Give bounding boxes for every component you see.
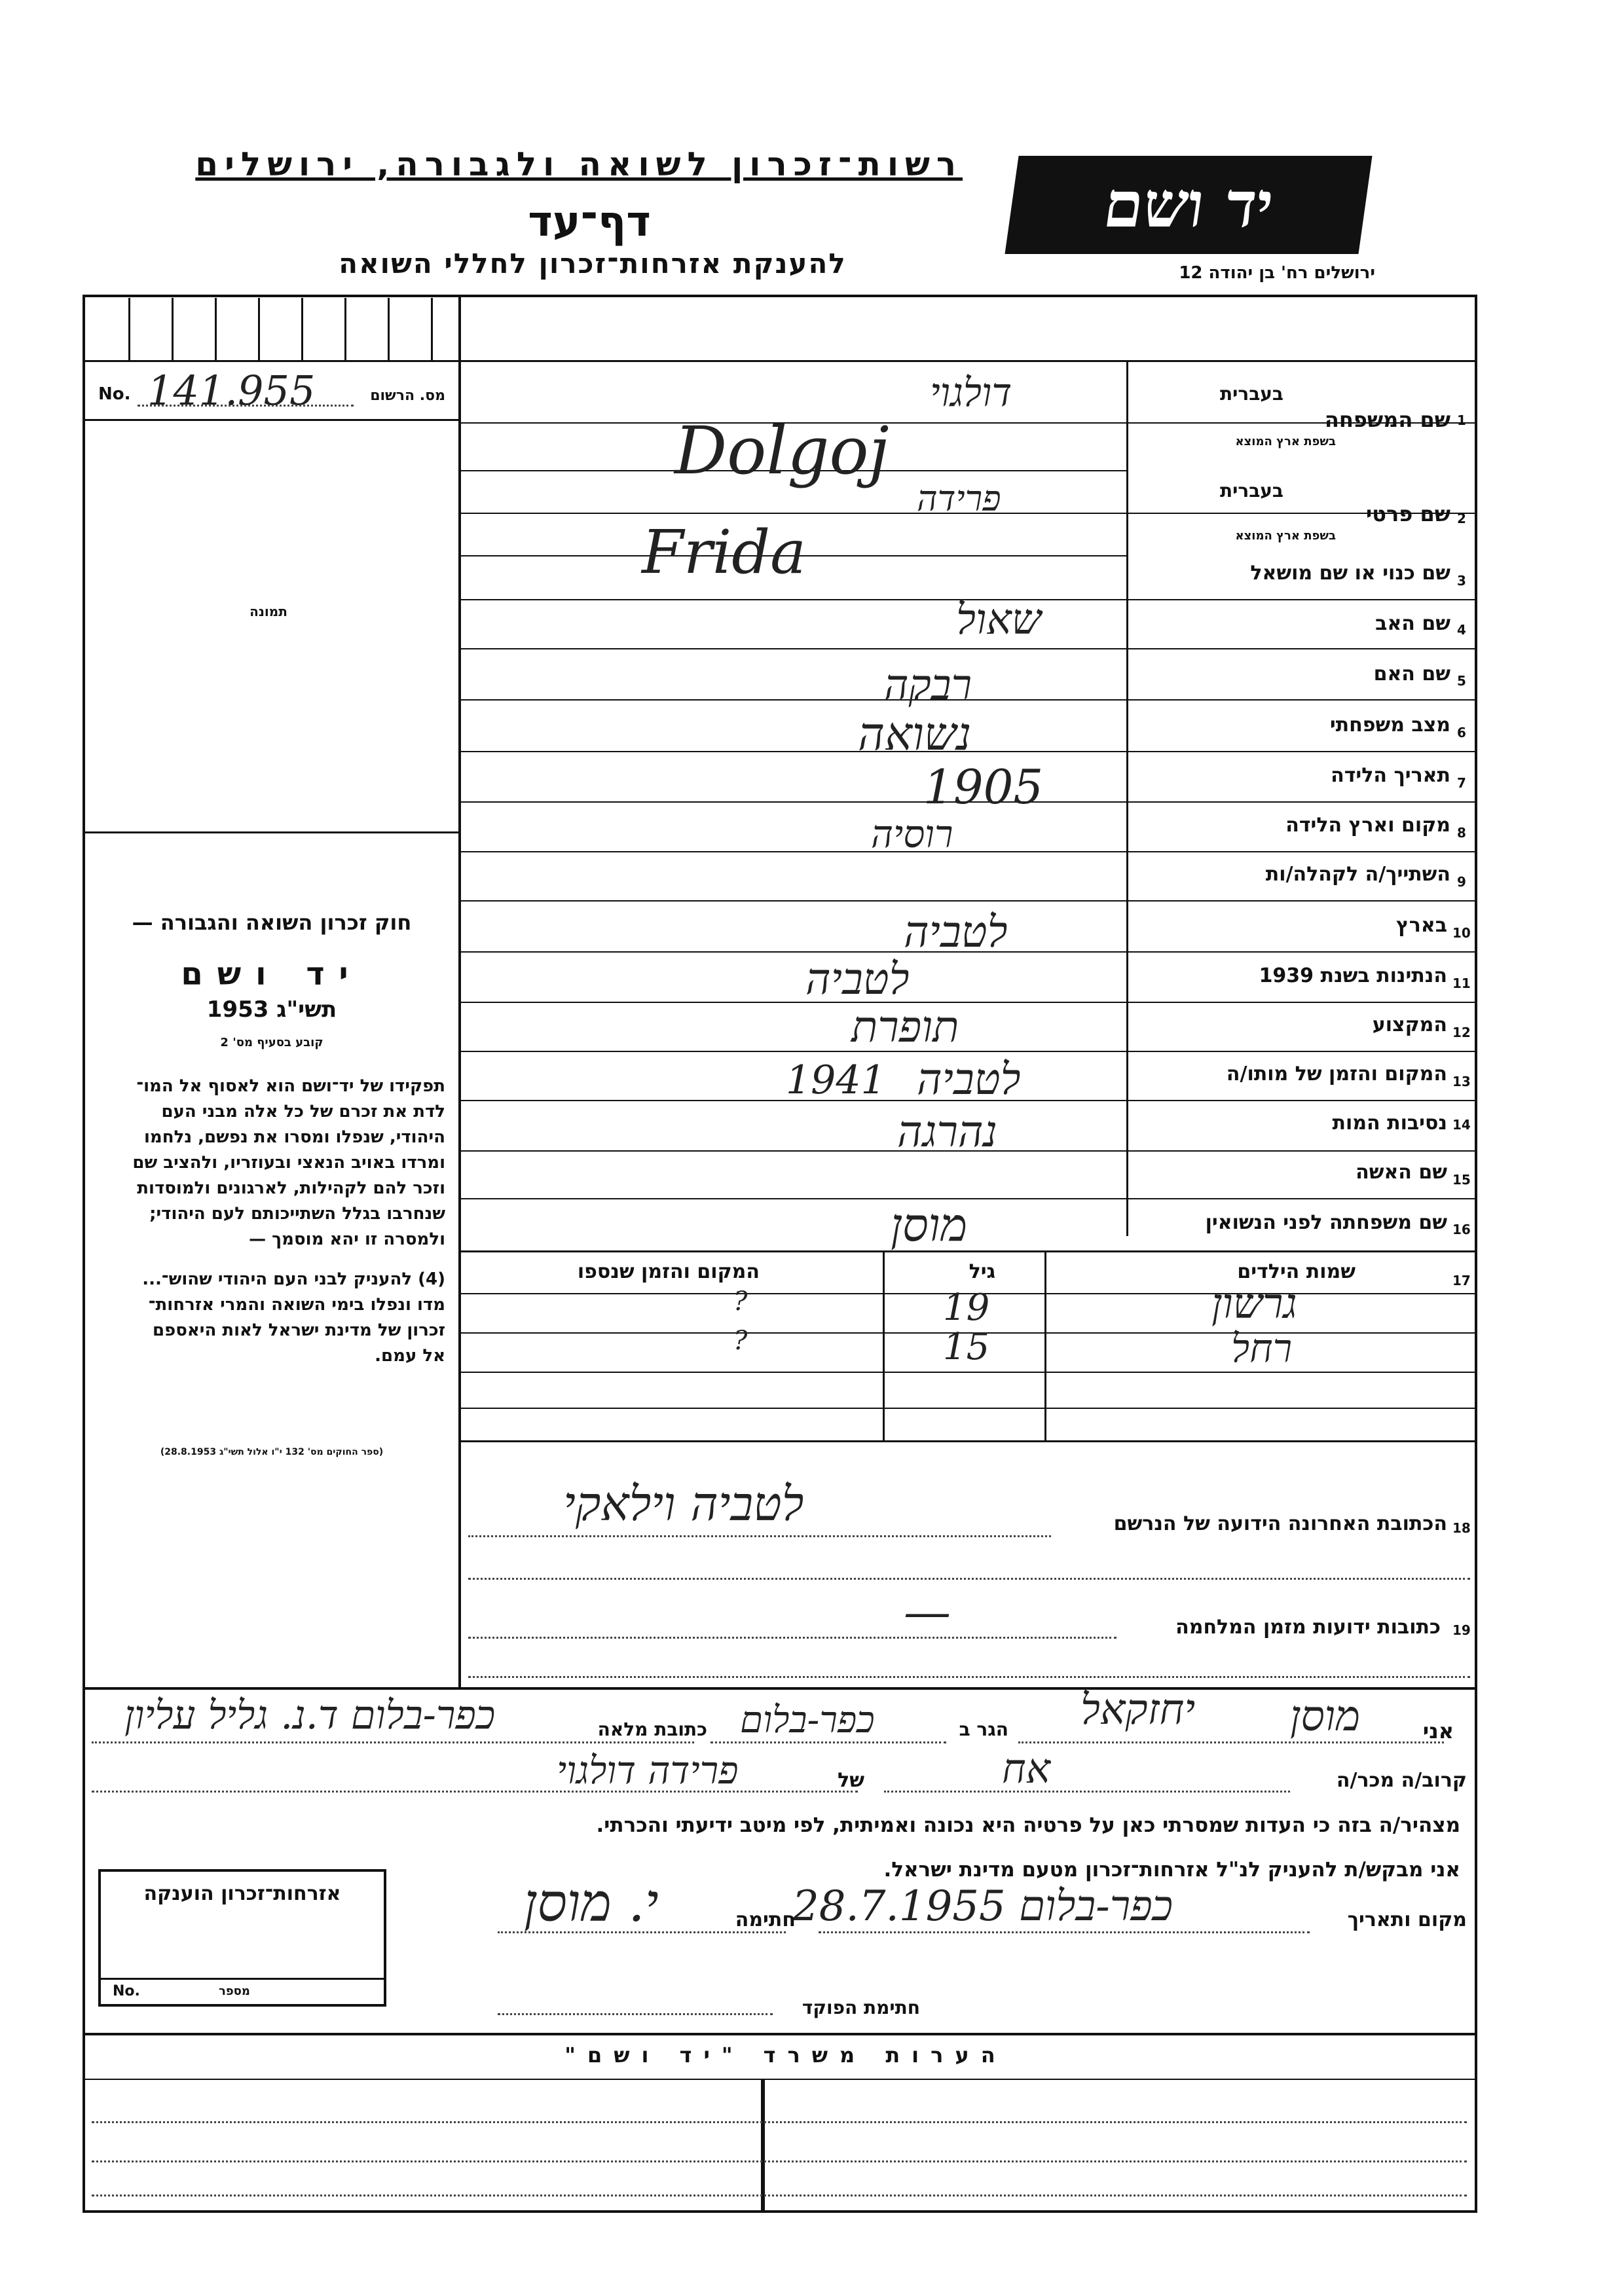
field-number: 1 — [1457, 412, 1466, 428]
reg-no-label-he: מס. הרשום — [370, 388, 445, 404]
yad-vashem-logo — [1005, 156, 1372, 254]
code-boxes — [85, 298, 458, 360]
decl-resides: הגר ב — [959, 1719, 1008, 1740]
f11-value: לטביה — [805, 954, 910, 1004]
f10-value: לטביה — [904, 907, 1008, 957]
f5-value: רבקה — [884, 661, 972, 710]
reg-no-value: 141.955 — [147, 367, 316, 414]
field-number: 18 — [1452, 1520, 1471, 1536]
decl-of: של — [838, 1769, 864, 1792]
field-number: 15 — [1452, 1172, 1471, 1188]
f1-hebrew-value: דולגוי — [930, 370, 1012, 416]
f11-label: הנתינות בשנת 1939 — [1259, 964, 1447, 987]
form-title: דף־עד — [528, 198, 651, 246]
field-number: 11 — [1452, 975, 1471, 991]
field-number: 17 — [1452, 1273, 1471, 1288]
f13-value-year: 1941 — [786, 1057, 886, 1103]
f18-value: לטביה וילאקי — [563, 1476, 804, 1531]
certificate-no-he: מספר — [219, 1984, 250, 1998]
decl-declarant-name: יחזקאל — [1080, 1686, 1196, 1734]
form-purpose: להענקת אזרחות־זכרון לחללי השואה — [339, 247, 847, 280]
decl-place-date: כפר-בלום 28.7.1955 — [792, 1882, 1173, 1931]
f16-label: שם משפחתה לפני הנשואין — [1205, 1211, 1447, 1234]
decl-declarant: מוסן — [1290, 1692, 1361, 1741]
field-number: 16 — [1452, 1222, 1471, 1237]
f2-hebrew-label: בעברית — [1219, 480, 1283, 501]
child-2-age: 15 — [943, 1326, 990, 1368]
decl-of-name: פרידה דולגוי — [557, 1748, 739, 1793]
f12-value: תופרת — [851, 1002, 959, 1052]
authority-title: רשות־זכרון לשואה ולגבורה, ירושלים — [195, 145, 963, 183]
notes-title: הערות משרד "יד ושם" — [564, 2043, 1007, 2068]
child-2-place: ? — [733, 1326, 748, 1356]
decl-relation: אח — [1002, 1745, 1050, 1793]
f8-value: רוסיה — [871, 812, 953, 856]
photo-label: תמונה — [249, 604, 287, 619]
law-year: תשי"ג 1953 — [206, 996, 337, 1023]
field-number: 9 — [1457, 874, 1466, 890]
field-number: 7 — [1457, 775, 1466, 791]
certificate-title: אזרחות־זכרון הוענקה — [143, 1882, 341, 1905]
reg-no-label-en: No. — [98, 384, 131, 404]
f14-value: נהרגה — [897, 1106, 998, 1157]
child-1-place: ? — [733, 1286, 748, 1317]
f2-native-value: Frida — [642, 517, 806, 587]
law-name: יד ושם — [181, 956, 363, 993]
f2-label: שם פרטי — [1365, 501, 1450, 526]
f5-label: שם האם — [1373, 663, 1450, 685]
child-2-name: רחל — [1231, 1326, 1293, 1372]
decl-signature: י. מוסן — [524, 1872, 659, 1933]
field-number: 3 — [1457, 573, 1466, 589]
law-ref: (ספר החוקים מס' 132 י"ו אלול תשי"ג 28.8.1953) — [160, 1447, 384, 1457]
field-number: 8 — [1457, 825, 1466, 841]
field-number: 4 — [1457, 622, 1466, 638]
field-number: 5 — [1457, 673, 1466, 689]
f3-label: שם כנוי או שם מושאל — [1250, 562, 1450, 585]
f8-label: מקום וארץ הלידה — [1285, 814, 1450, 837]
address: ירושלים רח' בן יהודה 12 — [1179, 263, 1375, 283]
field-number: 12 — [1452, 1025, 1471, 1040]
f9-label: השתייך/ה לקהלה/ות — [1265, 863, 1450, 886]
child-1-name: גרשון — [1211, 1280, 1297, 1328]
f16-value: מוסן — [891, 1198, 968, 1252]
f4-value: שאול — [956, 596, 1042, 644]
f10-label: בארץ — [1395, 914, 1447, 937]
f4-label: שם האב — [1375, 612, 1450, 635]
decl-full-address: כפר-בלום ד.נ. גליל עליון — [124, 1692, 496, 1738]
children-col-place: המקום והזמן שנספו — [577, 1260, 760, 1283]
f1-native-value: Dolgoj — [674, 412, 889, 489]
logo-text: יד ושם — [1099, 168, 1278, 242]
certificate-box — [98, 1869, 386, 2007]
f1-hebrew-label: בעברית — [1219, 383, 1283, 405]
f2-native-label: בשפת ארץ המוצא — [1235, 529, 1336, 543]
decl-request: אני מבקש/ת להעניק לנ"ל אזרחות־זכרון מטעם מדינת ישראל. — [883, 1858, 1460, 1882]
decl-full-address-label: כתובת מלאה — [597, 1719, 707, 1740]
f15-label: שם האשה — [1356, 1161, 1447, 1184]
field-number: 14 — [1452, 1117, 1471, 1133]
law-clause: קובע בסעיף מס' 2 — [220, 1036, 323, 1049]
certificate-no-en: No. — [113, 1983, 140, 1999]
f2-hebrew-value: פרידה — [917, 478, 1001, 519]
decl-relative-label: קרוב/ה מכר/ה — [1336, 1769, 1467, 1792]
law-title: חוק זכרון השואה והגבורה — — [132, 910, 412, 935]
field-number: 2 — [1457, 511, 1466, 526]
children-col-age: גיל — [969, 1260, 995, 1283]
f19-label: כתובות ידועות מזמן המלחמה — [1175, 1616, 1441, 1639]
f18-label: הכתובת האחרונה הידועה של הנרשם — [1113, 1512, 1447, 1535]
decl-signature-label: חתימה — [735, 1908, 796, 1931]
f13-value-place: לטביה — [917, 1054, 1021, 1104]
f14-label: נסיבות המות — [1332, 1112, 1447, 1135]
decl-place-date-label: מקום ותאריך — [1347, 1908, 1467, 1931]
field-number: 10 — [1452, 925, 1471, 941]
f1-label: שם המשפחה — [1324, 407, 1450, 432]
f7-label: תאריך הלידה — [1331, 764, 1450, 787]
decl-ani: אני — [1422, 1719, 1454, 1743]
field-number: 6 — [1457, 725, 1466, 740]
child-1-age: 19 — [943, 1286, 990, 1329]
f19-value: — — [904, 1584, 951, 1639]
f6-value: נשואה — [858, 707, 972, 761]
decl-city: כפר-בלום — [740, 1699, 875, 1741]
children-col-names: שמות הילדים — [1237, 1260, 1356, 1283]
f13-label: המקום והזמן של מותו/ה — [1226, 1063, 1447, 1085]
law-text: תפקידו של יד־ושם הוא לאסוף אל המו־ לדת את זכרם של כל אלה מבני העם היהודי, שנפלו ומסרו את נפשם, נלחמו ומרדו באויב הנאצי ובעוזריו, ולהציב שם וזכר להם לקהילות, לארגונים ולמוסדות שנחרבו בגלל השתייכותם לעם היהודי; ולמסרה זו יהא מוסמך — (4) להעניק לבני העם היהודי שהוש־... מדו ונפלו בימי השואה והמרי אזרחות־ זכרון של מדינת ישראל לאות היאספם אל עמם. — [132, 1076, 445, 1366]
decl-officer-label: חתימת הפוקד — [802, 1997, 920, 2018]
field-number: 13 — [1452, 1074, 1471, 1089]
decl-statement: מצהיר/ה בזה כי העדות שמסרתי כאן על פרטיה היא נכונה ואמיתית, לפי מיטב ידיעתי והכרתי. — [596, 1813, 1460, 1837]
f12-label: המקצוע — [1372, 1013, 1447, 1036]
field-number: 19 — [1452, 1622, 1471, 1638]
f1-native-label: בשפת ארץ המוצא — [1235, 435, 1336, 448]
f7-value: 1905 — [923, 759, 1044, 814]
f6-label: מצב משפחתי — [1329, 714, 1450, 737]
